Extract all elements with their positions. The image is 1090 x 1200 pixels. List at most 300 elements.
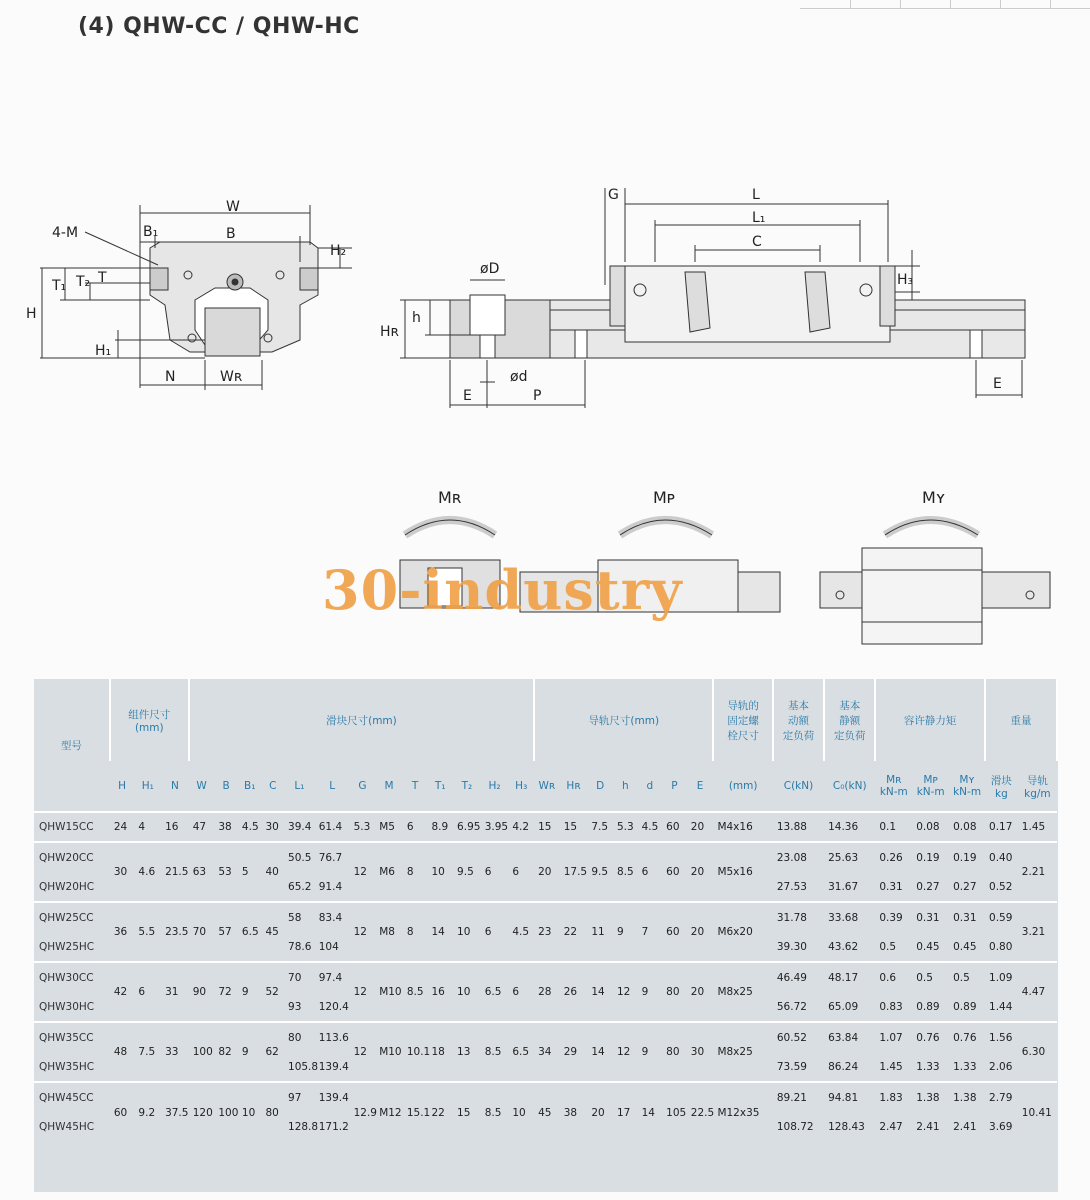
table-cell: 12 bbox=[350, 1022, 376, 1082]
table-cell: 90 bbox=[189, 962, 215, 1022]
model-cell: QHW35HC bbox=[39, 1060, 95, 1073]
sub-header-8: L bbox=[329, 780, 336, 792]
table-cell: 100 bbox=[189, 1022, 215, 1082]
table-cell: M8x25 bbox=[713, 1022, 772, 1082]
header-weight: 重量 bbox=[985, 679, 1057, 761]
table-cell: 0.45 bbox=[953, 940, 977, 953]
table-cell: 20 bbox=[687, 962, 714, 1022]
sub-header-row bbox=[34, 761, 1057, 812]
table-cell: 21.5 bbox=[161, 842, 189, 902]
table-cell: 0.83 bbox=[879, 1000, 903, 1013]
table-cell: 12 bbox=[613, 1022, 638, 1082]
table-cell: 12 bbox=[350, 902, 376, 962]
table-cell: 0.6 bbox=[875, 962, 912, 992]
table-cell: 15 bbox=[560, 812, 588, 842]
table-cell: 72 bbox=[214, 962, 238, 1022]
table-cell: 34 bbox=[534, 1022, 560, 1082]
model-cell: QHW45HC bbox=[39, 1121, 95, 1133]
table-cell: 2.21 bbox=[1018, 842, 1057, 902]
table-cell: 6.30 bbox=[1018, 1022, 1057, 1082]
table-cell: 45 bbox=[534, 1082, 560, 1142]
dim-C: C bbox=[752, 234, 762, 250]
dim-W: W bbox=[226, 199, 240, 215]
table-cell: 10 bbox=[508, 1082, 534, 1142]
table-cell: 1.38 bbox=[912, 1082, 949, 1112]
table-cell: 171.2 bbox=[318, 1121, 349, 1133]
table-cell: 48 bbox=[110, 1022, 135, 1082]
table-cell: M6 bbox=[375, 842, 403, 902]
dim-H: H bbox=[26, 306, 37, 322]
dim-4M: 4-M bbox=[52, 225, 79, 241]
table-cell: 0.40 bbox=[985, 842, 1018, 872]
table-cell: 39.30 bbox=[776, 940, 807, 953]
moment-MY-label: Mʏ bbox=[922, 488, 946, 507]
header-moment: 容许静力矩 bbox=[875, 679, 985, 761]
sub-header-11: T bbox=[411, 780, 419, 792]
table-cell: 14 bbox=[638, 1082, 663, 1142]
dim-H3: H₃ bbox=[897, 272, 914, 288]
model-cell: QHW30HC bbox=[39, 1000, 95, 1013]
table-cell: 10 bbox=[238, 1082, 262, 1142]
table-row bbox=[34, 1022, 1057, 1052]
sub-header-9: G bbox=[358, 780, 367, 792]
table-cell: 30 bbox=[110, 842, 135, 902]
table-cell: 0.80 bbox=[989, 940, 1013, 953]
dim-T: T bbox=[98, 270, 107, 286]
table-row bbox=[34, 902, 1057, 932]
table-cell: 91.4 bbox=[318, 880, 343, 893]
table-cell: 0.31 bbox=[879, 880, 903, 893]
table-cell: 0.31 bbox=[949, 902, 985, 932]
moment-MR-label: Mʀ bbox=[438, 488, 462, 507]
table-cell: 15.1 bbox=[403, 1082, 428, 1142]
table-cell: 128.43 bbox=[828, 1121, 865, 1133]
table-cell: 10 bbox=[453, 902, 481, 962]
table-cell: 8 bbox=[403, 902, 428, 962]
table-cell: 63 bbox=[189, 842, 215, 902]
table-cell: 45 bbox=[261, 902, 284, 962]
table-cell: M8x25 bbox=[713, 962, 772, 1022]
model-cell: QHW20HC bbox=[39, 880, 95, 893]
table-cell: 28 bbox=[534, 962, 560, 1022]
sub-header-10: M bbox=[384, 780, 394, 792]
table-cell: 22.5 bbox=[687, 1082, 714, 1142]
table-cell: 9.5 bbox=[453, 842, 481, 902]
table-cell: 0.59 bbox=[985, 902, 1018, 932]
table-cell: 23 bbox=[534, 902, 560, 962]
table-cell: 3.69 bbox=[989, 1121, 1013, 1133]
table-cell: 16 bbox=[161, 812, 189, 842]
table-cell: 31.78 bbox=[773, 902, 824, 932]
table-cell: 46.49 bbox=[773, 962, 824, 992]
table-cell: 29 bbox=[560, 1022, 588, 1082]
table-cell: 86.24 bbox=[828, 1060, 859, 1073]
table-cell: 0.19 bbox=[912, 842, 949, 872]
table-cell: 70 bbox=[284, 962, 315, 992]
table-cell: 39.4 bbox=[284, 812, 315, 842]
table-cell: 0.45 bbox=[916, 940, 940, 953]
table-cell: 52 bbox=[261, 962, 284, 1022]
sub-header-6: C bbox=[269, 780, 277, 792]
dim-HR: Hʀ bbox=[380, 324, 399, 340]
sub-header-18: D bbox=[596, 780, 605, 792]
sub-header-30: 导轨 kg/m bbox=[1024, 774, 1051, 800]
table-cell: 30 bbox=[261, 812, 284, 842]
header-model: 型号 bbox=[60, 739, 82, 752]
table-cell: M10 bbox=[375, 962, 403, 1022]
table-cell: 5 bbox=[238, 842, 262, 902]
table-cell: 6 bbox=[481, 902, 509, 962]
table-cell: 60 bbox=[662, 842, 687, 902]
table-cell: 2.41 bbox=[953, 1121, 977, 1133]
table-cell: 6.5 bbox=[508, 1022, 534, 1082]
dim-WR: Wʀ bbox=[220, 369, 243, 385]
table-cell: 25.63 bbox=[824, 842, 875, 872]
table-cell: 12 bbox=[613, 962, 638, 1022]
table-cell: 97.4 bbox=[315, 962, 350, 992]
model-cell: QHW45CC bbox=[34, 1082, 110, 1112]
sub-header-1: H₁ bbox=[141, 780, 154, 792]
table-row bbox=[34, 962, 1057, 992]
table-row bbox=[34, 1082, 1057, 1112]
table-cell: 1.83 bbox=[875, 1082, 912, 1112]
table-cell: 61.4 bbox=[315, 812, 350, 842]
table-cell: 60 bbox=[662, 812, 687, 842]
table-cell: 1.33 bbox=[916, 1060, 940, 1073]
table-cell: 58 bbox=[284, 902, 315, 932]
dim-E-right: E bbox=[993, 376, 1002, 392]
table-cell: 10 bbox=[427, 842, 453, 902]
table-cell: 0.19 bbox=[949, 842, 985, 872]
table-cell: 12 bbox=[350, 842, 376, 902]
table-cell: 2.06 bbox=[989, 1060, 1013, 1073]
table-cell: 38 bbox=[560, 1082, 588, 1142]
dim-N: N bbox=[165, 369, 176, 385]
table-cell: 10.41 bbox=[1018, 1082, 1057, 1142]
table-cell: 8 bbox=[403, 842, 428, 902]
table-cell: 0.39 bbox=[875, 902, 912, 932]
table-cell: 80 bbox=[662, 1022, 687, 1082]
dim-d: ød bbox=[510, 369, 528, 385]
table-cell: 4.5 bbox=[638, 812, 663, 842]
header-bolt: 导轨的 固定螺 栓尺寸 bbox=[713, 679, 772, 761]
table-row bbox=[34, 842, 1057, 872]
model-cell: QHW35CC bbox=[34, 1022, 110, 1052]
table-cell: 6 bbox=[134, 962, 161, 1022]
table-cell: 6 bbox=[481, 842, 509, 902]
table-cell: M12x35 bbox=[713, 1082, 772, 1142]
table-cell: 105.8 bbox=[288, 1060, 319, 1073]
table-cell: 1.44 bbox=[989, 1000, 1013, 1013]
table-cell: 6 bbox=[508, 842, 534, 902]
table-cell: 14 bbox=[587, 1022, 613, 1082]
table-cell: 18 bbox=[427, 1022, 453, 1082]
table-cell: 3.21 bbox=[1018, 902, 1057, 962]
table-cell: 31.67 bbox=[828, 880, 859, 893]
page-title: (4) QHW-CC / QHW-HC bbox=[78, 14, 360, 39]
table-cell: 7 bbox=[638, 902, 663, 962]
table-cell: 0.89 bbox=[916, 1000, 940, 1013]
sub-header-14: H₂ bbox=[488, 780, 501, 792]
dim-B1: B₁ bbox=[143, 224, 159, 240]
dim-D: øD bbox=[480, 261, 500, 277]
table-cell: 0.1 bbox=[875, 812, 912, 842]
table-cell: 0.52 bbox=[989, 880, 1013, 893]
table-cell: 30 bbox=[687, 1022, 714, 1082]
table-cell: 104 bbox=[318, 940, 339, 953]
sub-header-12: T₁ bbox=[434, 780, 446, 792]
table-cell: 3.95 bbox=[481, 812, 509, 842]
table-cell: 56.72 bbox=[776, 1000, 807, 1013]
table-cell: 20 bbox=[687, 812, 714, 842]
sub-header-0: H bbox=[118, 780, 127, 792]
table-cell: 6.95 bbox=[453, 812, 481, 842]
table-cell: 62 bbox=[261, 1022, 284, 1082]
table-cell: 4 bbox=[134, 812, 161, 842]
side-view-drawing bbox=[400, 188, 1025, 408]
table-cell: 22 bbox=[560, 902, 588, 962]
table-cell: 11 bbox=[587, 902, 613, 962]
table-cell: 82 bbox=[214, 1022, 238, 1082]
header-assembly: 组件尺寸 (mm) bbox=[110, 679, 189, 761]
dim-T2: T₂ bbox=[76, 274, 91, 290]
table-cell: 0.76 bbox=[949, 1022, 985, 1052]
model-cell: QHW30CC bbox=[34, 962, 110, 992]
table-cell: 23.08 bbox=[773, 842, 824, 872]
table-cell: 13.88 bbox=[773, 812, 824, 842]
dim-H2: H₂ bbox=[330, 243, 347, 259]
table-cell: 42 bbox=[110, 962, 135, 1022]
table-cell: 4.2 bbox=[508, 812, 534, 842]
table-cell: 10 bbox=[453, 962, 481, 1022]
table-cell: 20 bbox=[534, 842, 560, 902]
table-cell: 14 bbox=[427, 902, 453, 962]
table-cell: 63.84 bbox=[824, 1022, 875, 1052]
table-cell: 5.5 bbox=[134, 902, 161, 962]
sub-header-24: C(kN) bbox=[783, 780, 814, 792]
table-cell: 105 bbox=[662, 1082, 687, 1142]
table-cell: 139.4 bbox=[315, 1082, 350, 1112]
table-cell: 0.5 bbox=[949, 962, 985, 992]
table-cell: 5.3 bbox=[350, 812, 376, 842]
table-cell: 60 bbox=[110, 1082, 135, 1142]
table-cell: 33.68 bbox=[824, 902, 875, 932]
table-cell: 17 bbox=[613, 1082, 638, 1142]
table-cell: 60 bbox=[662, 902, 687, 962]
header-static-load: 基本 静额 定负荷 bbox=[824, 679, 875, 761]
sub-header-28: Mʏ kN-m bbox=[953, 774, 982, 798]
table-cell: 60.52 bbox=[773, 1022, 824, 1052]
sub-header-29: 滑块 kg bbox=[990, 774, 1012, 800]
dim-P: P bbox=[533, 388, 542, 404]
table-cell: 93 bbox=[288, 1000, 302, 1013]
sub-header-2: N bbox=[170, 780, 179, 792]
sub-header-20: d bbox=[646, 780, 654, 792]
sub-header-26: Mʀ kN-m bbox=[879, 774, 908, 798]
table-cell: 0.17 bbox=[985, 812, 1018, 842]
table-cell: 1.09 bbox=[985, 962, 1018, 992]
table-cell: 6.5 bbox=[481, 962, 509, 1022]
table-cell: 1.56 bbox=[985, 1022, 1018, 1052]
dim-G: G bbox=[608, 187, 619, 203]
table-cell: 14 bbox=[587, 962, 613, 1022]
table-cell: M5 bbox=[375, 812, 403, 842]
dim-h: h bbox=[412, 310, 421, 326]
table-cell: 120 bbox=[189, 1082, 215, 1142]
model-cell: QHW25HC bbox=[39, 940, 95, 953]
table-cell: M5x16 bbox=[713, 842, 772, 902]
watermark: 30-industry bbox=[322, 558, 683, 622]
sub-header-25: C₀(kN) bbox=[832, 780, 867, 792]
moment-MP-label: Mᴘ bbox=[653, 488, 676, 507]
table-cell: 0.31 bbox=[912, 902, 949, 932]
sub-header-3: W bbox=[196, 780, 207, 792]
table-cell: 76.7 bbox=[315, 842, 350, 872]
header-rail: 导轨尺寸(mm) bbox=[534, 679, 713, 761]
sub-header-23: (mm) bbox=[728, 780, 758, 792]
table-cell: 0.08 bbox=[949, 812, 985, 842]
table-cell: 31 bbox=[161, 962, 189, 1022]
sub-header-5: B₁ bbox=[243, 780, 256, 792]
table-cell: 1.07 bbox=[875, 1022, 912, 1052]
table-cell: 0.08 bbox=[912, 812, 949, 842]
table-cell: 89.21 bbox=[773, 1082, 824, 1112]
sub-header-19: h bbox=[621, 780, 629, 792]
table-cell: 14.36 bbox=[824, 812, 875, 842]
table-cell: 9 bbox=[638, 1022, 663, 1082]
table-cell: 0.27 bbox=[953, 880, 977, 893]
table-cell: 4.5 bbox=[508, 902, 534, 962]
table-cell: 1.45 bbox=[879, 1060, 903, 1073]
table-cell: 1.45 bbox=[1018, 812, 1057, 842]
sub-header-4: B bbox=[222, 780, 230, 792]
table-cell: 40 bbox=[261, 842, 284, 902]
sub-header-21: P bbox=[671, 780, 678, 792]
table-cell: 9 bbox=[613, 902, 638, 962]
table-cell: 10.1 bbox=[403, 1022, 428, 1082]
table-cell: 38 bbox=[214, 812, 238, 842]
table-cell: 108.72 bbox=[776, 1121, 814, 1133]
table-cell: 0.5 bbox=[879, 940, 897, 953]
header-block: 滑块尺寸(mm) bbox=[189, 679, 534, 761]
table-cell: 33 bbox=[161, 1022, 189, 1082]
table-cell: 120.4 bbox=[318, 1000, 349, 1013]
table-cell: M12 bbox=[375, 1082, 403, 1142]
table-cell: 139.4 bbox=[318, 1060, 349, 1073]
table-cell: 13 bbox=[453, 1022, 481, 1082]
sub-header-16: Wʀ bbox=[538, 780, 556, 792]
table-cell: 9.5 bbox=[587, 842, 613, 902]
table-cell: 4.5 bbox=[238, 812, 262, 842]
table-cell: 20 bbox=[687, 842, 714, 902]
table-cell: 8.9 bbox=[427, 812, 453, 842]
table-cell: 0.26 bbox=[875, 842, 912, 872]
table-cell: 6 bbox=[638, 842, 663, 902]
table-cell: 20 bbox=[687, 902, 714, 962]
table-cell: 22 bbox=[427, 1082, 453, 1142]
table-cell: 70 bbox=[189, 902, 215, 962]
table-cell: 65.09 bbox=[828, 1000, 859, 1013]
table-cell: M4x16 bbox=[713, 812, 772, 842]
sub-header-22: E bbox=[696, 780, 704, 792]
table-cell: 50.5 bbox=[284, 842, 315, 872]
table-cell: 48.17 bbox=[824, 962, 875, 992]
model-cell: QHW15CC bbox=[34, 812, 110, 842]
dim-L1: L₁ bbox=[752, 210, 766, 226]
spec-table bbox=[34, 679, 1058, 1142]
table-cell: 9 bbox=[638, 962, 663, 1022]
table-cell: 17.5 bbox=[560, 842, 588, 902]
table-cell: 2.79 bbox=[985, 1082, 1018, 1112]
table-cell: 4.6 bbox=[134, 842, 161, 902]
sub-header-13: T₂ bbox=[461, 780, 473, 792]
table-cell: 26 bbox=[560, 962, 588, 1022]
table-cell: 2.47 bbox=[879, 1121, 903, 1133]
table-cell: 0.27 bbox=[916, 880, 940, 893]
dim-H1: H₁ bbox=[95, 343, 112, 359]
table-cell: 78.6 bbox=[288, 940, 312, 953]
table-cell: 83.4 bbox=[315, 902, 350, 932]
table-cell: 1.33 bbox=[953, 1060, 977, 1073]
table-cell: 15 bbox=[534, 812, 560, 842]
table-cell: 15 bbox=[453, 1082, 481, 1142]
spec-table-body bbox=[34, 812, 1057, 1142]
table-cell: 100 bbox=[214, 1082, 238, 1142]
table-cell: 7.5 bbox=[587, 812, 613, 842]
table-cell: 65.2 bbox=[288, 880, 312, 893]
table-cell: 6 bbox=[403, 812, 428, 842]
table-cell: 27.53 bbox=[776, 880, 807, 893]
spec-table-wrapper bbox=[34, 679, 1058, 1192]
table-cell: 6.5 bbox=[238, 902, 262, 962]
table-cell: 4.47 bbox=[1018, 962, 1057, 1022]
table-cell: M6x20 bbox=[713, 902, 772, 962]
table-cell: 8.5 bbox=[481, 1082, 509, 1142]
table-cell: 24 bbox=[110, 812, 135, 842]
dim-T1: T₁ bbox=[52, 278, 67, 294]
table-cell: 7.5 bbox=[134, 1022, 161, 1082]
table-cell: 9.2 bbox=[134, 1082, 161, 1142]
table-cell: 80 bbox=[662, 962, 687, 1022]
table-cell: 6 bbox=[508, 962, 534, 1022]
table-row bbox=[34, 812, 1057, 842]
table-cell: 20 bbox=[587, 1082, 613, 1142]
table-cell: 0.89 bbox=[953, 1000, 977, 1013]
table-cell: 53 bbox=[214, 842, 238, 902]
table-cell: 8.5 bbox=[481, 1022, 509, 1082]
table-cell: 8.5 bbox=[613, 842, 638, 902]
table-cell: 113.6 bbox=[315, 1022, 350, 1052]
table-cell: 2.41 bbox=[916, 1121, 940, 1133]
table-cell: 0.5 bbox=[912, 962, 949, 992]
dim-E: E bbox=[463, 388, 472, 404]
front-view-drawing bbox=[40, 205, 352, 390]
table-cell: 57 bbox=[214, 902, 238, 962]
table-cell: 36 bbox=[110, 902, 135, 962]
table-cell: M10 bbox=[375, 1022, 403, 1082]
table-cell: 73.59 bbox=[776, 1060, 807, 1073]
sub-header-15: H₃ bbox=[515, 780, 528, 792]
model-cell: QHW25CC bbox=[34, 902, 110, 932]
table-cell: 37.5 bbox=[161, 1082, 189, 1142]
table-cell: 80 bbox=[284, 1022, 315, 1052]
model-cell: QHW20CC bbox=[34, 842, 110, 872]
table-cell: 5.3 bbox=[613, 812, 638, 842]
table-cell: 12 bbox=[350, 962, 376, 1022]
sub-header-7: L₁ bbox=[294, 780, 305, 792]
table-cell: 9 bbox=[238, 962, 262, 1022]
moment-labels bbox=[438, 488, 946, 507]
